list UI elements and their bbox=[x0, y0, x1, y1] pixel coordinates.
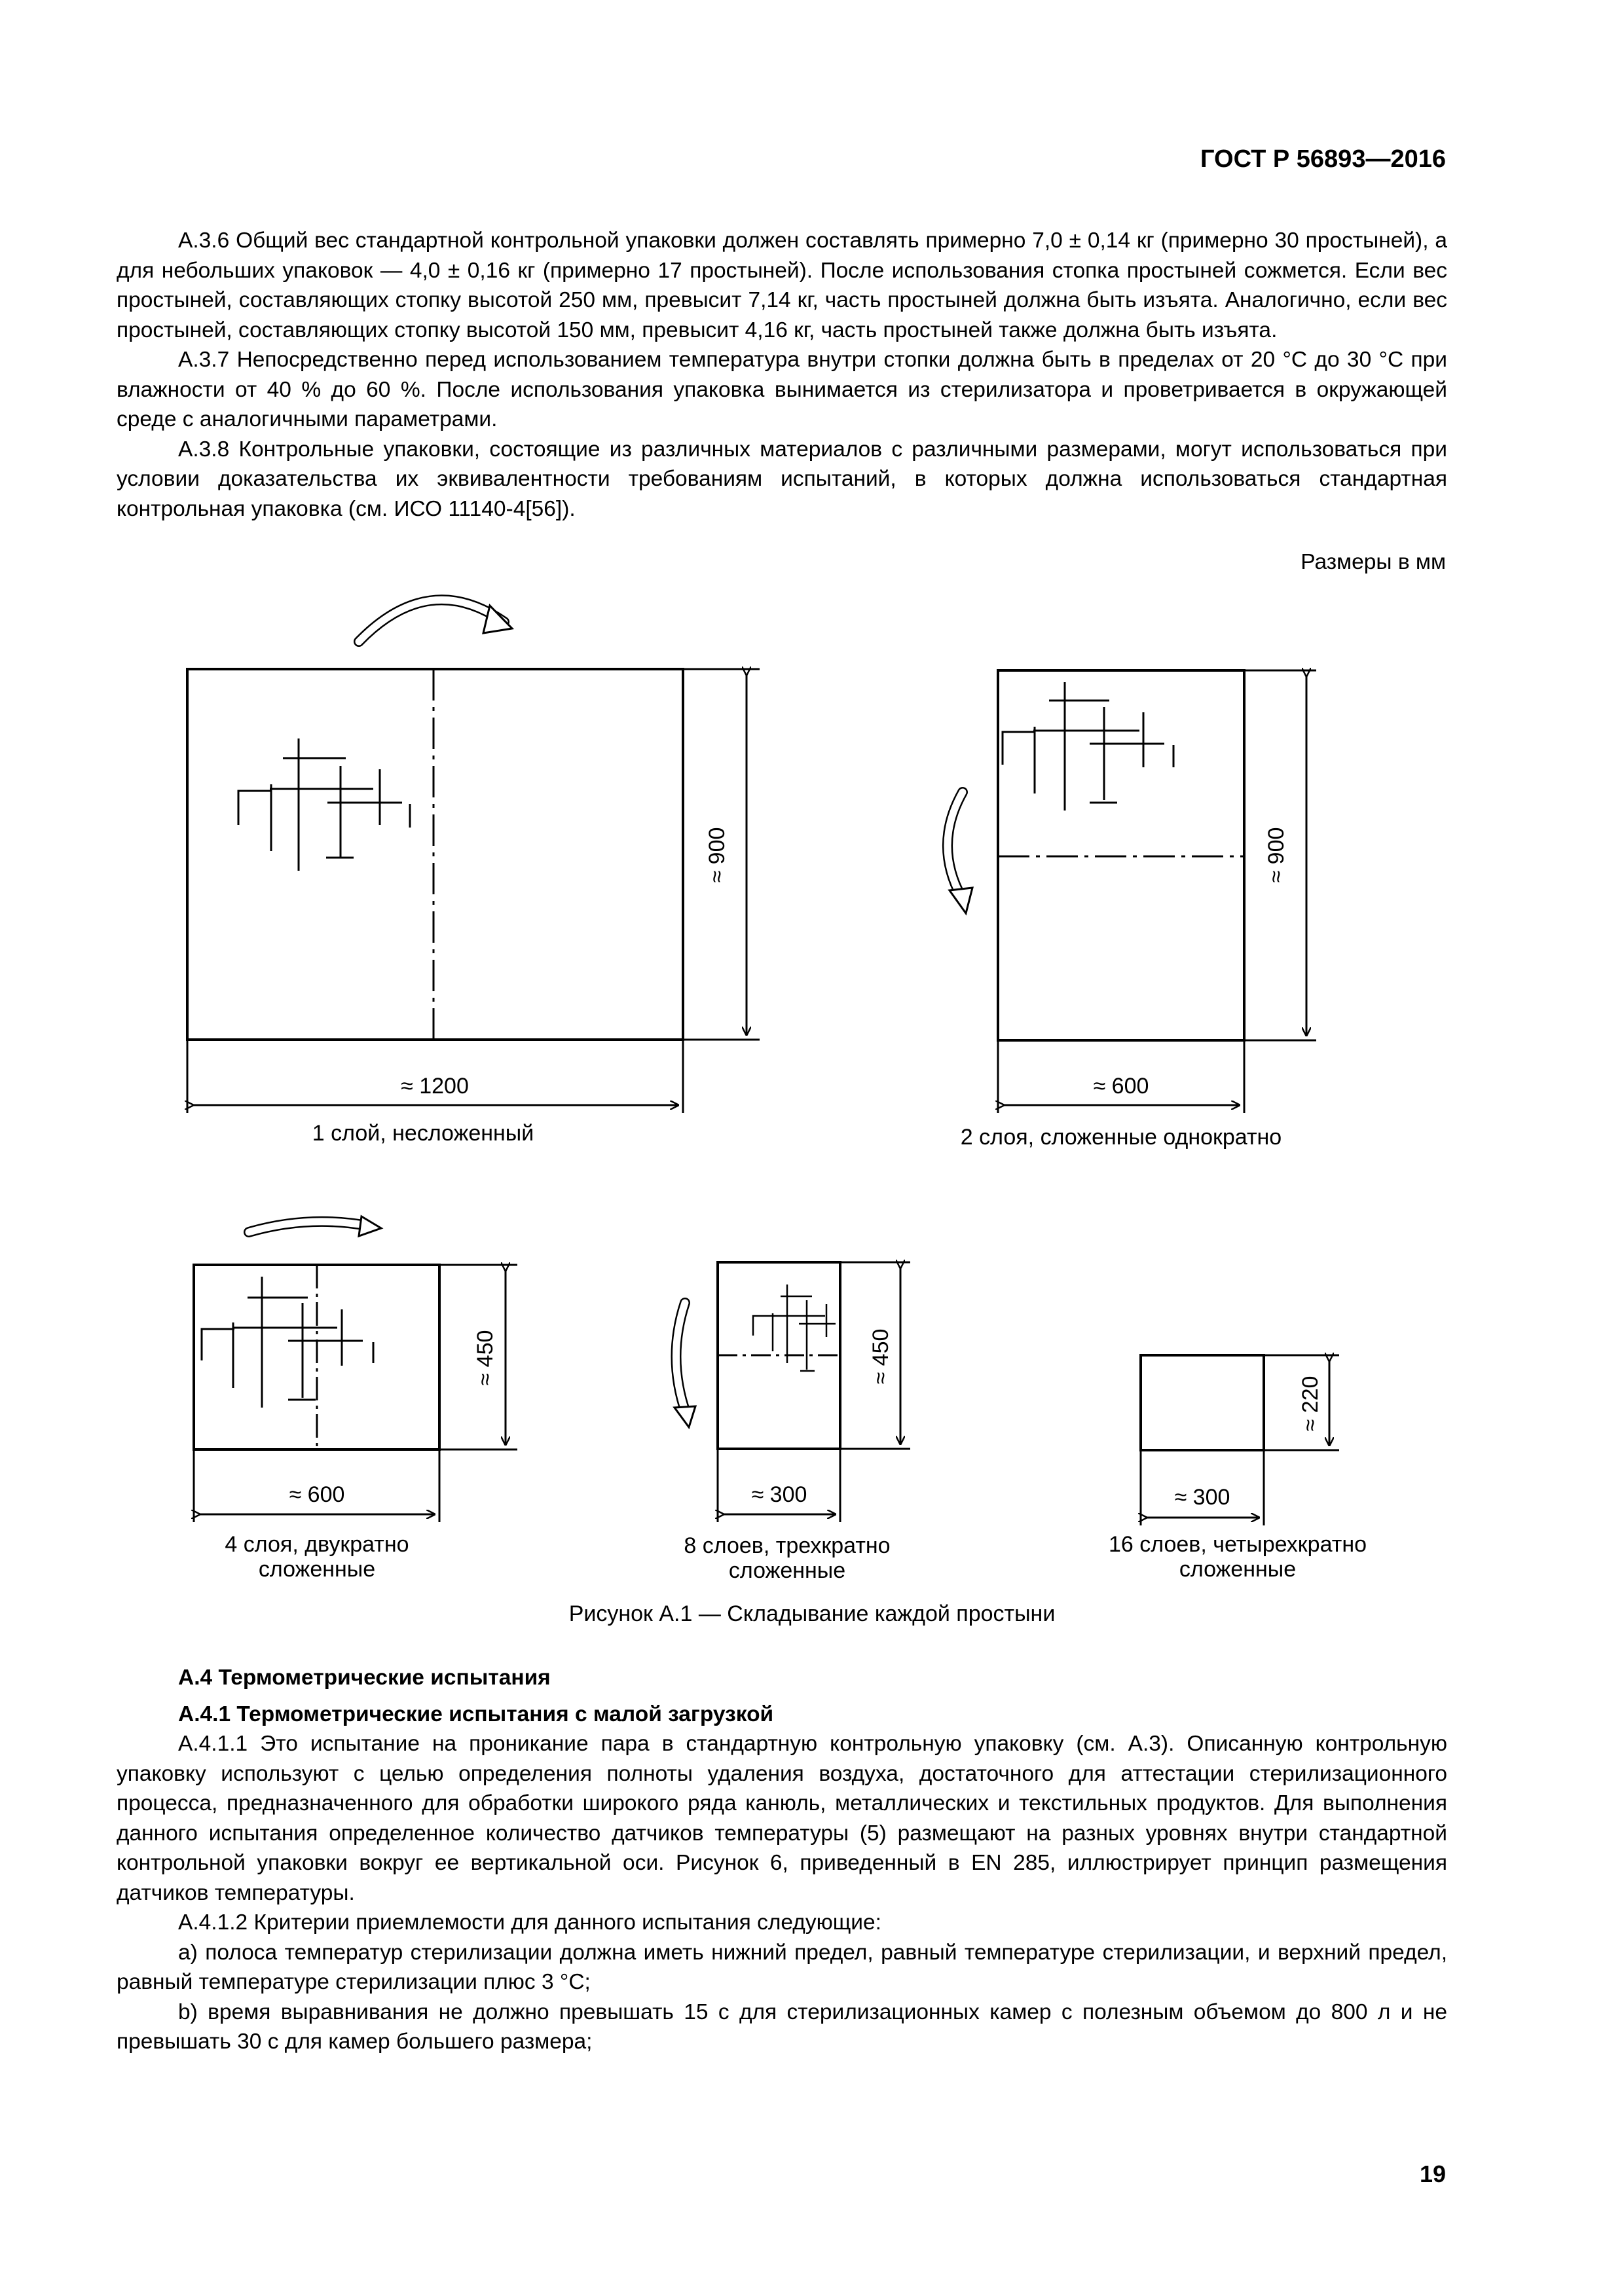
paragraph-a4-1-1: А.4.1.1 Это испытание на проникание пара в стандартную контрольную упаковку (см. А.3). Описанную контрольную упаковку используют с целью определения полноты удаления воздуха, достаточного для аттестации стерилизационного процесса, предназначенного для обработки широкого ряда канюль, металлических и текстильных продуктов. Для выполнения данного испытания определенное количество датчиков температуры (5) размещают на разных уровнях внутри стандартной контрольной упаковки вокруг ее вертикальной оси. Рисунок 6, приведенный в EN 285, иллюстрирует принцип размещения датчиков температуры. bbox=[117, 1732, 1447, 1905]
sheet-5-caption-line-2: сложенные bbox=[1179, 1557, 1297, 1582]
criterion-b: b) время выравнивания не должно превышать 15 с для стерилизационных камер с полезным объемом до 800 л и не превышать 30 с для камер большего размера; bbox=[117, 1999, 1447, 2054]
sheet-1-unfolded bbox=[187, 600, 760, 1113]
fold-marks-icon bbox=[238, 738, 410, 871]
sheet-outline bbox=[187, 669, 683, 1040]
paragraph-a38: А.3.8 Контрольные упаковки, состоящие из различных материалов с различными размерами, могут использоваться при условии доказательства их эквивалентности требованиям испытаний, в которых должна использоваться стандартная контрольная упаковка (см. ИСО 11140-4[56]). bbox=[117, 437, 1447, 521]
fold-marks-icon bbox=[753, 1285, 836, 1371]
sheet-1-width-label: ≈ 1200 bbox=[401, 1074, 469, 1099]
sheet-1-caption: 1 слой, несложенный bbox=[312, 1121, 534, 1146]
document-header: ГОСТ Р 56893—2016 bbox=[1200, 145, 1446, 173]
sheet-4-height-label: ≈ 450 bbox=[868, 1328, 893, 1385]
sheet-3-caption-line-1: 4 слоя, двукратно bbox=[225, 1532, 409, 1557]
sheet-4-caption-line-2: сложенные bbox=[728, 1558, 846, 1583]
sheet-2-height-label: ≈ 900 bbox=[1264, 827, 1289, 883]
sheet-4-caption-line-1: 8 слоев, трехкратно bbox=[684, 1533, 891, 1558]
units-note: Размеры в мм bbox=[1301, 550, 1446, 574]
paragraph-a4-1-2: А.4.1.2 Критерии приемлемости для данного испытания следующие: bbox=[178, 1910, 881, 1935]
paragraph-a36: А.3.6 Общий вес стандартной контрольной упаковки должен составлять примерно 7,0 ± 0,14 кг (примерно 30 простыней), а для небольших упаковок — 4,0 ± 0,16 кг (примерно 17 простыней). После использования стопка простыней сожмется. Если вес простыней, составляющих стопку высотой 250 мм, превысит 7,14 кг, часть простыней должна быть изъята. Аналогично, если вес простыней, составляющих стопку высотой 150 мм, превысит 4,16 кг, часть простыней также должна быть изъята. bbox=[117, 228, 1447, 342]
sheet-2-folded-once bbox=[948, 670, 1316, 1113]
paragraph-a37: А.3.7 Непосредственно перед использованием температура внутри стопки должна быть в пределах от 20 °С до 30 °С при влажности от 40 % до 60 %. После использования упаковка вынимается из стерилизатора и проветривается в окружающей среде с аналогичными параметрами. bbox=[117, 348, 1447, 431]
fold-marks-icon bbox=[1003, 682, 1173, 811]
sheet-1-height-label: ≈ 900 bbox=[705, 827, 729, 883]
sheet-3-folded-twice bbox=[194, 1216, 517, 1522]
sheet-3-width-label: ≈ 600 bbox=[289, 1482, 345, 1507]
sheet-2-caption: 2 слоя, сложенные однократно bbox=[960, 1125, 1282, 1150]
sheet-2-width-label: ≈ 600 bbox=[1093, 1074, 1149, 1099]
section-a4 bbox=[117, 1663, 1447, 2057]
sheet-4-width-label: ≈ 300 bbox=[751, 1482, 807, 1507]
sheet-5-width-label: ≈ 300 bbox=[1174, 1485, 1230, 1510]
subsection-heading: А.4.1 Термометрические испытания с малой загрузкой bbox=[178, 1702, 774, 1726]
fold-marks-icon bbox=[202, 1277, 373, 1408]
sheet-outline bbox=[1141, 1355, 1264, 1450]
sheet-3-caption-line-2: сложенные bbox=[258, 1557, 376, 1582]
criterion-a: а) полоса температур стерилизации должна иметь нижний предел, равный температуре стерилизации, и верхний предел, равный температуре стерилизации плюс 3 °С; bbox=[117, 1940, 1447, 1994]
sheet-5-caption-line-1: 16 слоев, четырехкратно bbox=[1108, 1532, 1367, 1557]
intro-text bbox=[117, 226, 1447, 524]
sheet-5-height-label: ≈ 220 bbox=[1298, 1376, 1323, 1432]
folding-figure bbox=[0, 576, 1624, 1597]
figure-caption: Рисунок А.1 — Складывание каждой простыни bbox=[568, 1601, 1056, 1626]
sheet-3-height-label: ≈ 450 bbox=[473, 1330, 498, 1386]
section-heading: А.4 Термометрические испытания bbox=[178, 1666, 551, 1690]
page-number: 19 bbox=[1419, 2160, 1446, 2187]
